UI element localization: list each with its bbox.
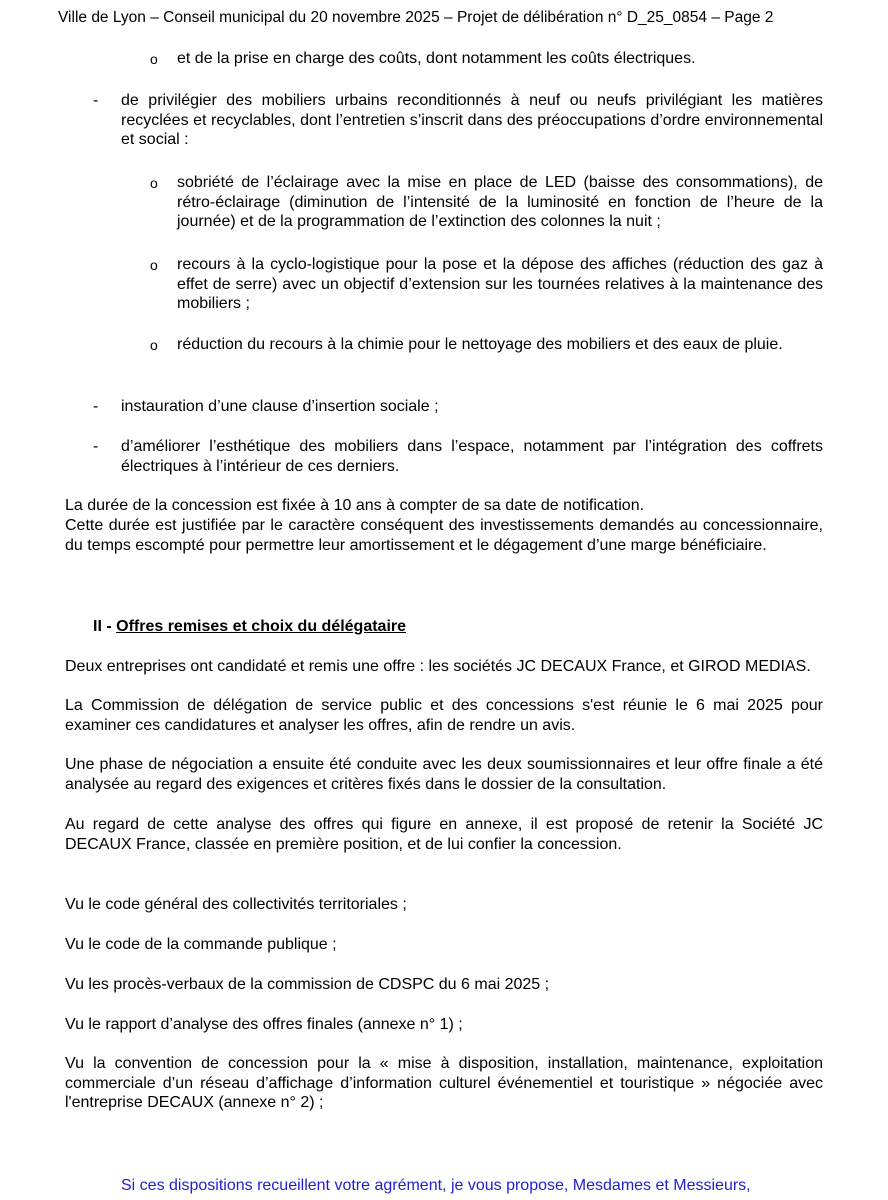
- visa: Vu le code de la commande publique ;: [65, 936, 337, 953]
- closing-sentence: Si ces dispositions recueillent votre agrément, je vous propose, Mesdames et Messieurs,: [121, 1177, 751, 1194]
- main-item: d’améliorer l’esthétique des mobiliers dans l’espace, notamment par l’intégration des coffrets électriques à l’intérieur de ces derniers.: [121, 438, 823, 475]
- sub-bullet-marker: o: [150, 51, 158, 67]
- sub-bullet-marker: o: [150, 337, 158, 353]
- main-item: de privilégier des mobiliers urbains reconditionnés à neuf ou neufs privilégiant les matières recyclées et recyclables, dont l’entretien s’inscrit dans des préoccupations d’ordre environnemental et social :: [121, 92, 823, 148]
- sub-bullet-marker: o: [150, 257, 158, 273]
- paragraph: La Commission de délégation de service public et des concessions s'est réunie le 6 mai 2025 pour examiner ces candidatures et analyser les offres, afin de rendre un avis.: [65, 697, 823, 734]
- duration-line: La durée de la concession est fixée à 10 ans à compter de sa date de notification.: [65, 497, 645, 514]
- main-item: instauration d’une clause d’insertion sociale ;: [121, 398, 439, 415]
- visa: Vu la convention de concession pour la « mise à disposition, installation, maintenance, exploitation commerciale d’un réseau d’affichage d’information culturel événementiel et touristique » négociée avec l'entreprise DECAUX (annexe n° 2) ;: [65, 1055, 823, 1111]
- paragraph: Au regard de cette analyse des offres qui figure en annexe, il est proposé de retenir la Société JC DECAUX France, classée en première position, et de lui confier la concession.: [65, 816, 823, 853]
- sub-item: réduction du recours à la chimie pour le nettoyage des mobiliers et des eaux de pluie.: [177, 336, 783, 353]
- section-title: Offres remises et choix du délégataire: [116, 618, 407, 635]
- section-heading: [93, 617, 406, 637]
- page-header: Ville de Lyon – Conseil municipal du 20 novembre 2025 – Projet de délibération n° D_25_0854 – Page 2: [58, 9, 774, 26]
- section-number: II -: [93, 618, 112, 635]
- visa: Vu le code général des collectivités territoriales ;: [65, 896, 407, 913]
- paragraph: Une phase de négociation a ensuite été conduite avec les deux soumissionnaires et leur offre finale a été analysée au regard des exigences et critères fixés dans le dossier de la consultation.: [65, 756, 823, 793]
- sub-item: recours à la cyclo-logistique pour la pose et la dépose des affiches (réduction des gaz à effet de serre) avec un objectif d’extension sur les tournées relatives à la maintenance des mobiliers ;: [177, 256, 823, 312]
- sub-bullet-marker: o: [150, 175, 158, 191]
- paragraph: Deux entreprises ont candidaté et remis une offre : les sociétés JC DECAUX France, et GIROD MEDIAS.: [65, 658, 811, 675]
- duration-justification: Cette durée est justifiée par le caractère conséquent des investissements demandés au concessionnaire, du temps escompté pour permettre leur amortissement et le dégagement d’une marge bénéficiaire.: [65, 517, 823, 554]
- sub-item: sobriété de l’éclairage avec la mise en place de LED (baisse des consommations), de rétro-éclairage (diminution de l’intensité de la luminosité en fonction de l’heure de la journée) et de la programmation de l’extinction des colonnes la nuit ;: [177, 174, 823, 230]
- dash-marker: -: [93, 92, 99, 109]
- dash-marker: -: [93, 398, 99, 415]
- dash-marker: -: [93, 438, 99, 455]
- sub-item: et de la prise en charge des coûts, dont notamment les coûts électriques.: [177, 50, 696, 67]
- visa: Vu le rapport d’analyse des offres finales (annexe n° 1) ;: [65, 1016, 463, 1033]
- visa: Vu les procès-verbaux de la commission de CDSPC du 6 mai 2025 ;: [65, 976, 550, 993]
